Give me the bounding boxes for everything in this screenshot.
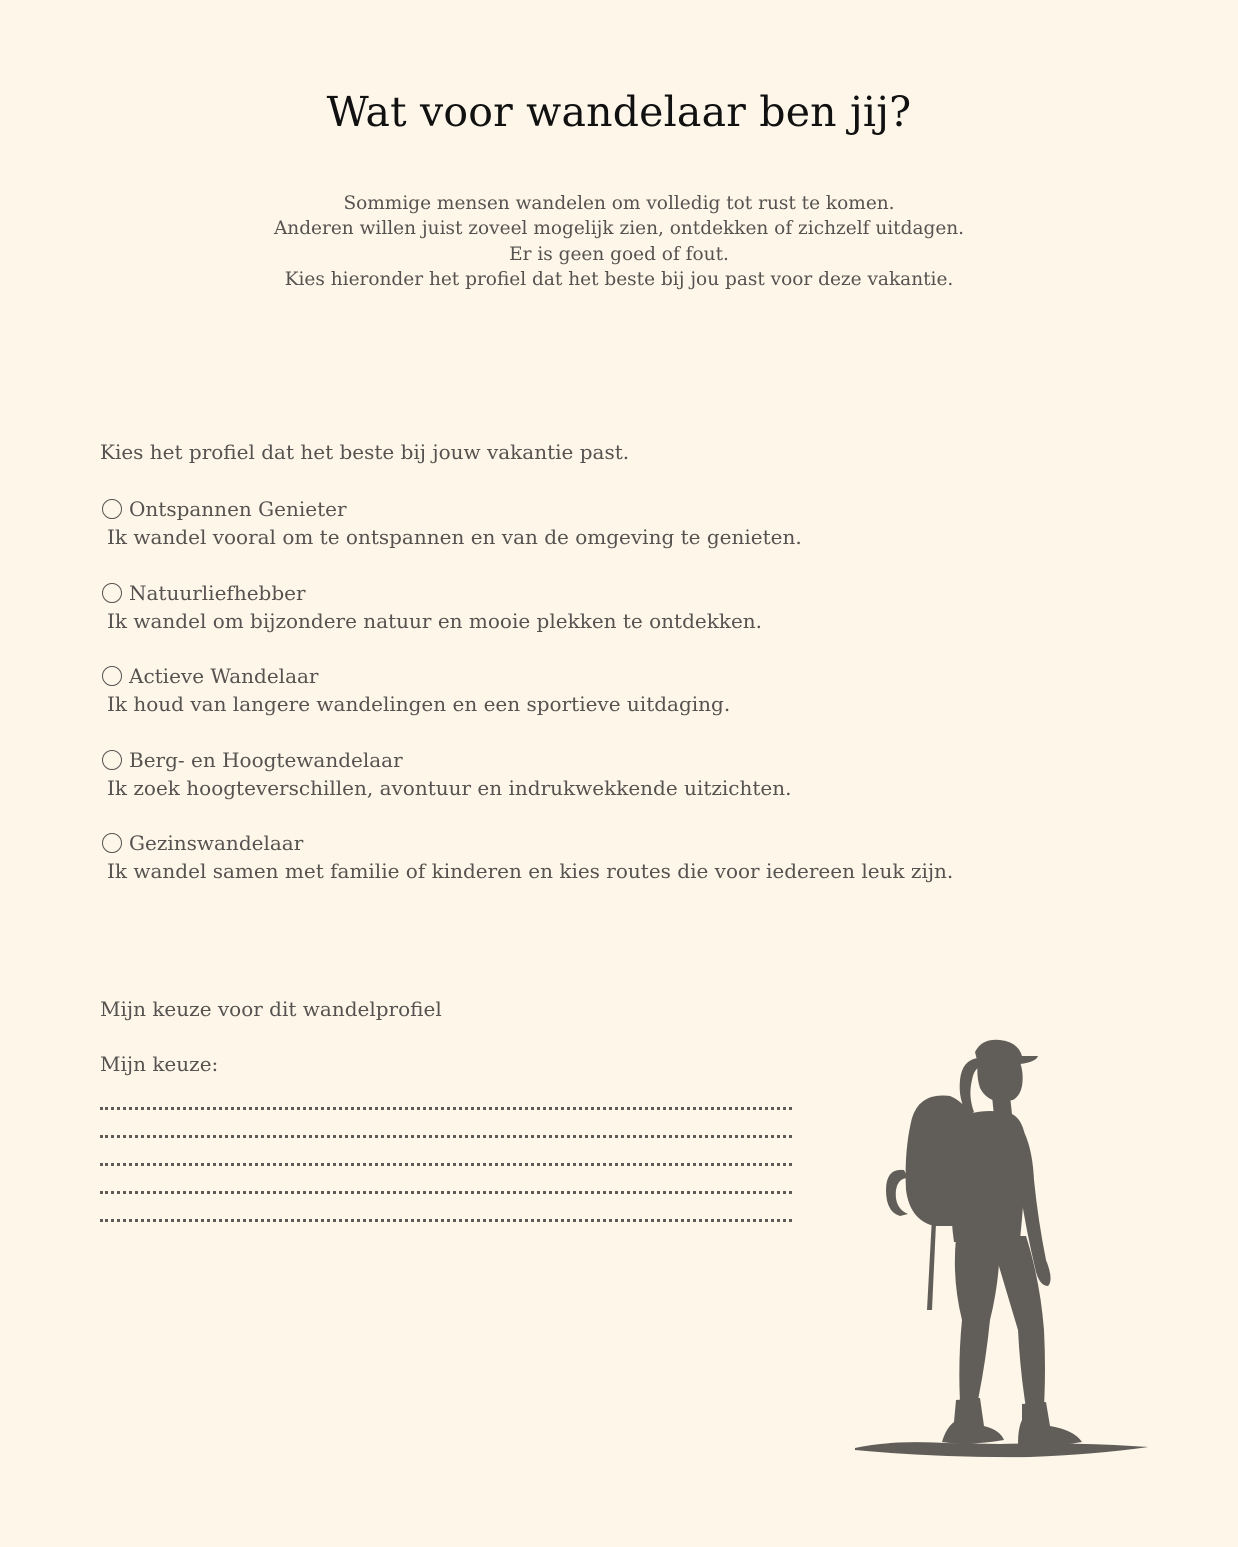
writing-line[interactable] [100,1110,792,1138]
option-gezinswandelaar [100,829,1100,913]
option-label[interactable]: Natuurliefhebber [129,580,306,605]
option-description: Ik wandel samen met familie of kinderen en kies routes die voor iedereen leuk zijn. [107,859,954,883]
intro-text [0,191,1238,292]
writing-line[interactable] [100,1166,792,1194]
option-berg-hoogtewandelaar [100,746,1100,830]
option-description: Ik wandel om bijzondere natuur en mooie plekken te ontdekken. [107,608,763,633]
option-ontspannen-genieter [100,495,1100,579]
intro-line: Kies hieronder het profiel dat het beste bij jou past voor deze vakantie. [284,268,954,290]
choice-heading: Mijn keuze voor dit wandelprofiel [100,997,442,1021]
option-selector[interactable] [100,579,1100,607]
option-description: Ik wandel vooral om te ontspannen en van de omgeving te genieten. [107,525,802,549]
option-description: Ik zoek hoogteverschillen, avontuur en indrukwekkende uitzichten. [107,775,792,800]
writing-line[interactable] [100,1138,792,1166]
page-title: Wat voor wandelaar ben jij? [326,88,912,136]
intro-line: Sommige mensen wandelen om volledig tot rust te komen. [343,193,895,214]
radio-button[interactable] [102,666,122,686]
intro-line: Er is geen goed of fout. [509,243,729,265]
option-label[interactable]: Ontspannen Genieter [129,497,347,521]
choice-label: Mijn keuze: [100,1052,219,1076]
choice-writing-lines [100,1082,792,1222]
writing-line[interactable] [100,1082,792,1110]
option-selector[interactable] [100,662,1100,690]
writing-line[interactable] [100,1194,792,1222]
option-actieve-wandelaar [100,662,1100,746]
profile-options [100,495,1100,913]
instruction-text: Kies het profiel dat het beste bij jouw vakantie past. [100,440,630,464]
option-label[interactable]: Berg- en Hoogtewandelaar [129,747,403,772]
intro-line: Anderen willen juist zoveel mogelijk zien, ontdekken of zichzelf uitdagen. [273,218,965,240]
option-label[interactable]: Gezinswandelaar [129,831,304,855]
option-description: Ik houd van langere wandelingen en een sportieve uitdaging. [107,692,731,716]
hiker-silhouette-icon [850,1030,1150,1465]
radio-button[interactable] [102,833,122,853]
radio-button[interactable] [102,499,122,519]
option-selector[interactable] [100,495,1100,523]
radio-button[interactable] [102,583,122,603]
radio-button[interactable] [102,750,122,770]
option-label[interactable]: Actieve Wandelaar [129,664,319,688]
option-natuurliefhebber [100,579,1100,663]
option-selector[interactable] [100,829,1100,857]
option-selector[interactable] [100,746,1100,774]
